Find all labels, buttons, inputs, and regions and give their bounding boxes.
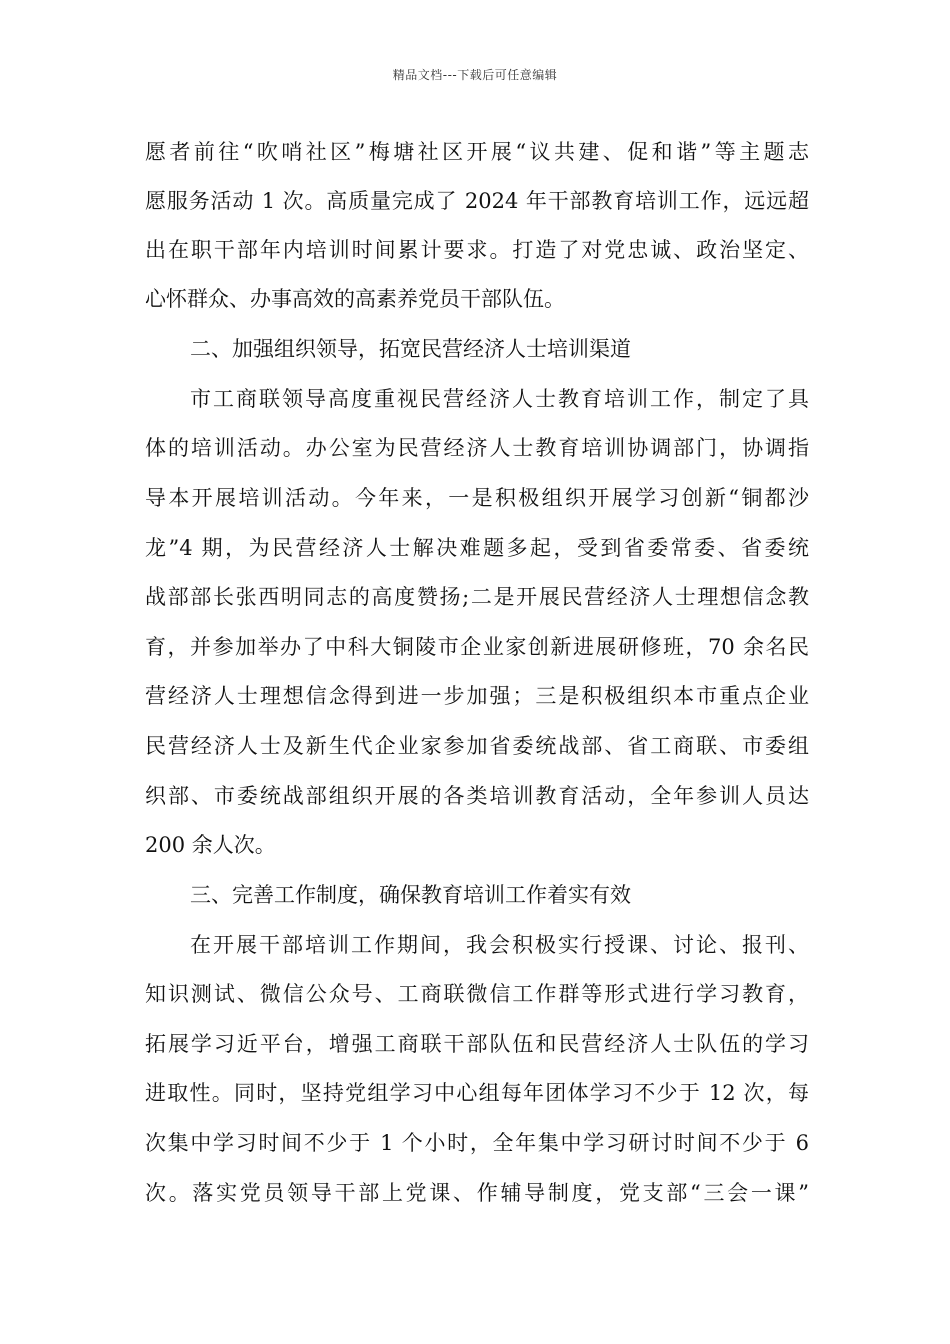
body-line: 营经济人士理想信念得到进一步加强；三是积极组织本市重点企业 [145, 684, 809, 708]
body-line: 民营经济人士及新生代企业家参加省委统战部、省工商联、市委组 [145, 734, 809, 758]
body-line: 次集中学习时间不少于 1 个小时，全年集中学习研讨时间不少于 6 [145, 1131, 809, 1155]
body-line: 在开展干部培训工作期间，我会积极实行授课、讨论、报刊、 [190, 933, 809, 957]
body-line: 次。落实党员领导干部上党课、作辅导制度，党支部“三会一课” [145, 1181, 809, 1205]
body-line: 心怀群众、办事高效的高素养党员干部队伍。 [145, 287, 565, 311]
body-line: 市工商联领导高度重视民营经济人士教育培训工作，制定了具 [190, 387, 809, 411]
body-line: 进取性。同时，坚持党组学习中心组每年团体学习不少于 12 次，每 [145, 1081, 809, 1105]
body-line: 龙”4 期，为民营经济人士解决难题多起，受到省委常委、省委统 [145, 536, 809, 560]
body-line: 体的培训活动。办公室为民营经济人士教育培训协调部门，协调指 [145, 436, 809, 460]
body-line: 拓展学习近平台，增强工商联干部队伍和民营经济人士队伍的学习 [145, 1032, 809, 1056]
body-line: 育，并参加举办了中科大铜陵市企业家创新进展研修班，70 余名民 [145, 635, 809, 659]
section-heading-2: 二、加强组织领导，拓宽民营经济人士培训渠道 [190, 337, 631, 361]
body-line: 200 余人次。 [145, 833, 276, 857]
body-line: 战部部长张西明同志的高度赞扬;二是开展民营经济人士理想信念教 [145, 585, 809, 609]
body-line: 织部、市委统战部组织开展的各类培训教育活动，全年参训人员达 [145, 784, 809, 808]
body-line: 愿者前往“吹哨社区”梅塘社区开展“议共建、促和谐”等主题志 [145, 140, 809, 164]
body-line: 愿服务活动 1 次。高质量完成了 2024 年干部教育培训工作，远远超 [145, 189, 809, 213]
section-heading-3: 三、完善工作制度，确保教育培训工作着实有效 [190, 883, 631, 907]
body-line: 导本开展培训活动。今年来，一是积极组织开展学习创新“铜都沙 [145, 486, 809, 510]
body-line: 出在职干部年内培训时间累计要求。打造了对党忠诚、政治坚定、 [145, 238, 809, 262]
body-line: 知识测试、微信公众号、工商联微信工作群等形式进行学习教育， [145, 982, 809, 1006]
page-header-note: 精品文档---下载后可任意编辑 [392, 68, 558, 82]
